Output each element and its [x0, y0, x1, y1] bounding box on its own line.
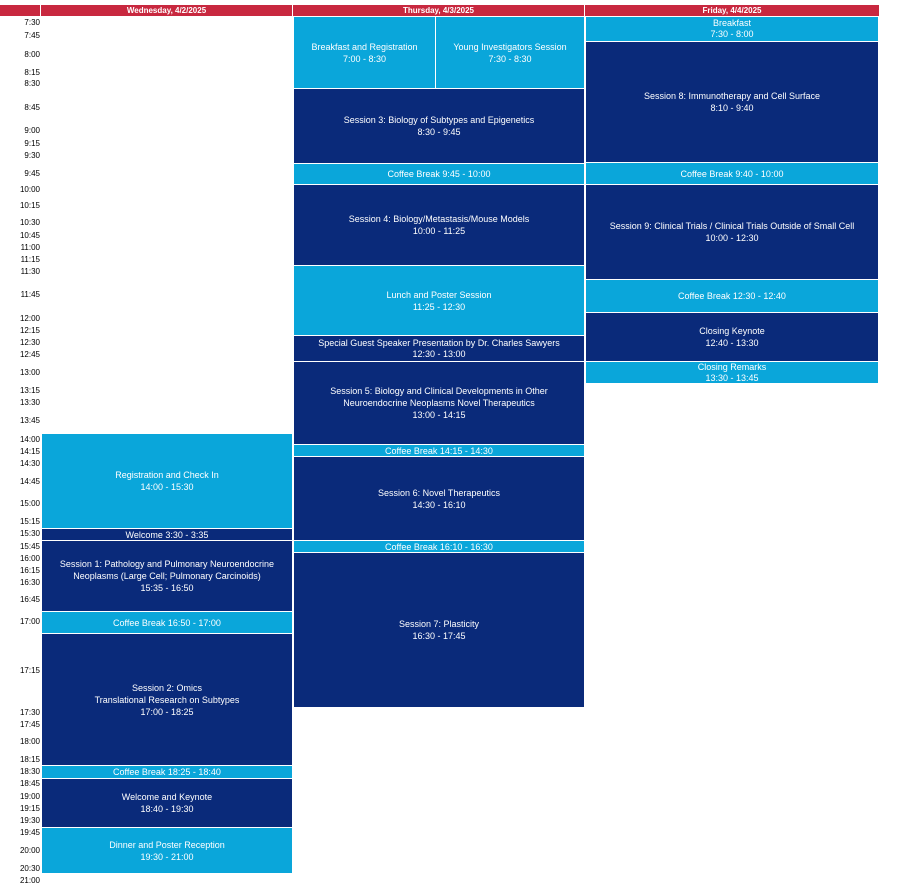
time-label: 18:30	[19, 767, 40, 776]
session-2[interactable]: Session 2: Omics Translational Research on Subtypes 17:00 - 18:25	[41, 633, 293, 766]
time-label: 16:15	[19, 566, 40, 575]
time-label: 18:15	[19, 755, 40, 764]
time-label: 17:30	[19, 708, 40, 717]
time-label: 13:30	[19, 398, 40, 407]
time-label: 10:30	[19, 218, 40, 227]
session-5[interactable]: Session 5: Biology and Clinical Developments in Other Neuroendocrine Neoplasms Novel Therapeutics 13:00 - 14:15	[293, 361, 585, 445]
time-label: 19:00	[19, 792, 40, 801]
time-label: 11:00	[20, 243, 40, 252]
day-header-thursday: Thursday, 4/3/2025	[293, 5, 584, 16]
coffee-break-thu-3[interactable]: Coffee Break 16:10 - 16:30	[293, 540, 585, 553]
time-label: 14:00	[19, 435, 40, 444]
time-label: 21:00	[19, 876, 40, 885]
time-label: 11:45	[20, 290, 40, 299]
time-label: 11:15	[20, 255, 40, 264]
coffee-break-fri-1[interactable]: Coffee Break 9:40 - 10:00	[585, 162, 879, 185]
session-8[interactable]: Session 8: Immunotherapy and Cell Surface 8:10 - 9:40	[585, 41, 879, 163]
coffee-break-fri-2[interactable]: Coffee Break 12:30 - 12:40	[585, 279, 879, 313]
session-4[interactable]: Session 4: Biology/Metastasis/Mouse Models 10:00 - 11:25	[293, 184, 585, 266]
time-label: 10:15	[19, 201, 40, 210]
time-label: 19:30	[19, 816, 40, 825]
coffee-break-wed-2[interactable]: Coffee Break 18:25 - 18:40	[41, 765, 293, 779]
day-header-friday: Friday, 4/4/2025	[585, 5, 879, 16]
time-label: 20:00	[19, 846, 40, 855]
time-label: 13:15	[19, 386, 40, 395]
session-breakfast-fri[interactable]: Breakfast 7:30 - 8:00	[585, 16, 879, 42]
session-6[interactable]: Session 6: Novel Therapeutics 14:30 - 16:10	[293, 456, 585, 541]
time-label: 17:15	[19, 666, 40, 675]
time-label: 10:00	[19, 185, 40, 194]
time-label: 18:45	[19, 779, 40, 788]
session-breakfast-registration[interactable]: Breakfast and Registration 7:00 - 8:30	[293, 16, 436, 89]
session-closing-keynote[interactable]: Closing Keynote 12:40 - 13:30	[585, 312, 879, 362]
time-label: 15:15	[19, 517, 40, 526]
time-label: 9:30	[24, 151, 40, 160]
time-label: 15:30	[19, 529, 40, 538]
time-label: 14:45	[19, 477, 40, 486]
time-label: 19:15	[19, 804, 40, 813]
time-label: 8:45	[24, 103, 40, 112]
session-welcome[interactable]: Welcome 3:30 - 3:35	[41, 528, 293, 541]
time-label: 15:00	[19, 499, 40, 508]
session-special-guest[interactable]: Special Guest Speaker Presentation by Dr. Charles Sawyers 12:30 - 13:00	[293, 335, 585, 362]
time-label: 7:30	[24, 18, 40, 27]
session-closing-remarks[interactable]: Closing Remarks 13:30 - 13:45	[585, 361, 879, 384]
session-dinner-poster[interactable]: Dinner and Poster Reception 19:30 - 21:00	[41, 827, 293, 874]
session-young-investigators[interactable]: Young Investigators Session 7:30 - 8:30	[435, 16, 585, 89]
session-welcome-keynote[interactable]: Welcome and Keynote 18:40 - 19:30	[41, 778, 293, 828]
time-label: 11:30	[20, 267, 40, 276]
time-label: 10:45	[19, 231, 40, 240]
session-3[interactable]: Session 3: Biology of Subtypes and Epigenetics 8:30 - 9:45	[293, 88, 585, 164]
time-label: 12:00	[19, 314, 40, 323]
time-label: 8:30	[24, 79, 40, 88]
time-label: 12:30	[19, 338, 40, 347]
time-label: 15:45	[19, 542, 40, 551]
session-7[interactable]: Session 7: Plasticity 16:30 - 17:45	[293, 552, 585, 708]
time-label: 9:00	[24, 126, 40, 135]
time-label: 17:45	[19, 720, 40, 729]
header-stub	[0, 5, 40, 16]
time-label: 13:45	[19, 416, 40, 425]
time-label: 17:00	[19, 617, 40, 626]
coffee-break-thu-1[interactable]: Coffee Break 9:45 - 10:00	[293, 163, 585, 185]
time-label: 12:15	[19, 326, 40, 335]
time-label: 14:15	[19, 447, 40, 456]
session-lunch-poster[interactable]: Lunch and Poster Session 11:25 - 12:30	[293, 265, 585, 336]
time-label: 13:00	[19, 368, 40, 377]
time-label: 14:30	[19, 459, 40, 468]
time-label: 7:45	[24, 31, 40, 40]
time-label: 8:00	[24, 50, 40, 59]
session-1[interactable]: Session 1: Pathology and Pulmonary Neuroendocrine Neoplasms (Large Cell; Pulmonary Carcinoids) 15:35 - 16:50	[41, 540, 293, 612]
time-label: 16:30	[19, 578, 40, 587]
time-label: 18:00	[19, 737, 40, 746]
session-registration[interactable]: Registration and Check In 14:00 - 15:30	[41, 433, 293, 529]
time-label: 9:45	[24, 169, 40, 178]
time-label: 16:00	[19, 554, 40, 563]
time-label: 12:45	[19, 350, 40, 359]
coffee-break-wed-1[interactable]: Coffee Break 16:50 - 17:00	[41, 611, 293, 634]
session-9[interactable]: Session 9: Clinical Trials / Clinical Trials Outside of Small Cell 10:00 - 12:30	[585, 184, 879, 280]
time-label: 16:45	[19, 595, 40, 604]
time-label: 20:30	[19, 864, 40, 873]
time-label: 19:45	[19, 828, 40, 837]
coffee-break-thu-2[interactable]: Coffee Break 14:15 - 14:30	[293, 444, 585, 457]
time-label: 8:15	[24, 68, 40, 77]
time-label: 9:15	[24, 139, 40, 148]
day-header-wednesday: Wednesday, 4/2/2025	[41, 5, 292, 16]
